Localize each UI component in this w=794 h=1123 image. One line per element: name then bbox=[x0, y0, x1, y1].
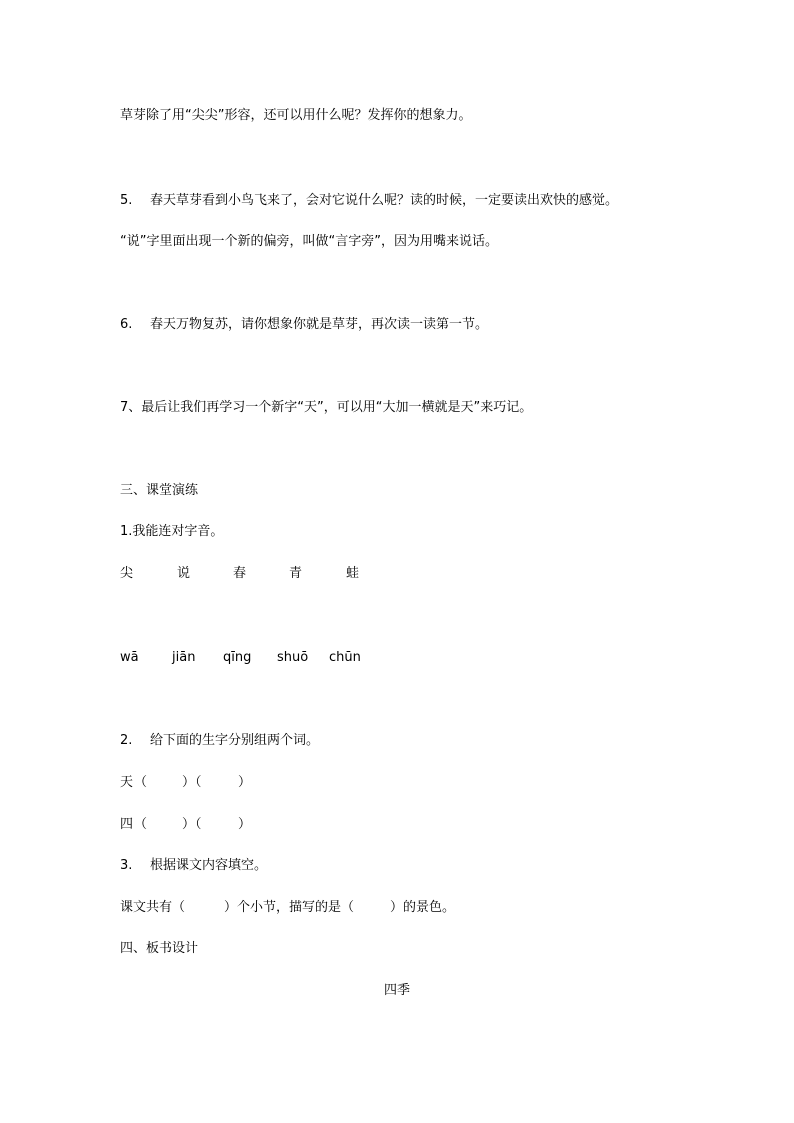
step-6 bbox=[120, 317, 488, 333]
pinyin-item: jiān bbox=[172, 650, 196, 665]
step-6-number: 6. bbox=[120, 317, 133, 332]
word-group-row-1 bbox=[120, 775, 680, 791]
exercise-2-number: 2. bbox=[120, 733, 133, 748]
step-7: 7、最后让我们再学习一个新字“天”，可以用“大加一横就是天”来巧记。 bbox=[120, 400, 533, 415]
fill-in-sentence bbox=[120, 900, 680, 916]
exercise-3-title bbox=[120, 858, 267, 874]
exercise-2-text: 给下面的生字分别组两个词。 bbox=[150, 733, 320, 748]
fill-in-part-2: ）个小节，描写的是（ bbox=[224, 900, 355, 915]
pinyin-item: chūn bbox=[329, 650, 361, 665]
character-item: 说 bbox=[177, 566, 191, 581]
question-grass-description: 草芽除了用“尖尖”形容，还可以用什么呢？发挥你的想象力。 bbox=[120, 108, 472, 123]
step-5-number: 5. bbox=[120, 193, 133, 208]
fill-in-part-1: 课文共有（ bbox=[120, 900, 186, 915]
section-heading-practice: 三、课堂演练 bbox=[120, 483, 199, 498]
pinyin-row bbox=[120, 650, 680, 666]
word-group-char: 天 bbox=[120, 775, 134, 790]
blank-open: （ bbox=[134, 775, 148, 790]
word-group-char: 四 bbox=[120, 817, 134, 832]
pinyin-item: qīng bbox=[223, 650, 252, 665]
character-item: 蛙 bbox=[346, 566, 360, 581]
blank-close: ） bbox=[238, 775, 252, 790]
exercise-1-title: 1.我能连对字音。 bbox=[120, 524, 224, 539]
blank-close: ） bbox=[238, 817, 252, 832]
pinyin-item: wā bbox=[120, 650, 139, 665]
word-group-row-2 bbox=[120, 817, 680, 833]
character-item: 春 bbox=[233, 566, 247, 581]
fill-in-part-3: ）的景色。 bbox=[390, 900, 456, 915]
character-row bbox=[120, 566, 680, 582]
board-title: 四季 bbox=[383, 983, 410, 998]
character-item: 青 bbox=[289, 566, 303, 581]
blank-close-open: ）（ bbox=[182, 775, 202, 790]
step-5-text: 春天草芽看到小鸟飞来了，会对它说什么呢？读的时候，一定要读出欢快的感觉。 bbox=[150, 193, 619, 208]
section-heading-board-design: 四、板书设计 bbox=[120, 941, 199, 956]
exercise-3-number: 3. bbox=[120, 858, 133, 873]
pinyin-item: shuō bbox=[277, 650, 309, 665]
exercise-2-title bbox=[120, 733, 319, 749]
character-item: 尖 bbox=[120, 566, 134, 581]
step-5 bbox=[120, 193, 618, 209]
blank-open: （ bbox=[134, 817, 148, 832]
blank-close-open: ）（ bbox=[182, 817, 202, 832]
step-6-text: 春天万物复苏，请你想象你就是草芽，再次读一读第一节。 bbox=[150, 317, 489, 332]
note-shuo-radical: “说”字里面出现一个新的偏旁，叫做“言字旁”，因为用嘴来说话。 bbox=[120, 234, 498, 249]
exercise-3-text: 根据课文内容填空。 bbox=[150, 858, 268, 873]
